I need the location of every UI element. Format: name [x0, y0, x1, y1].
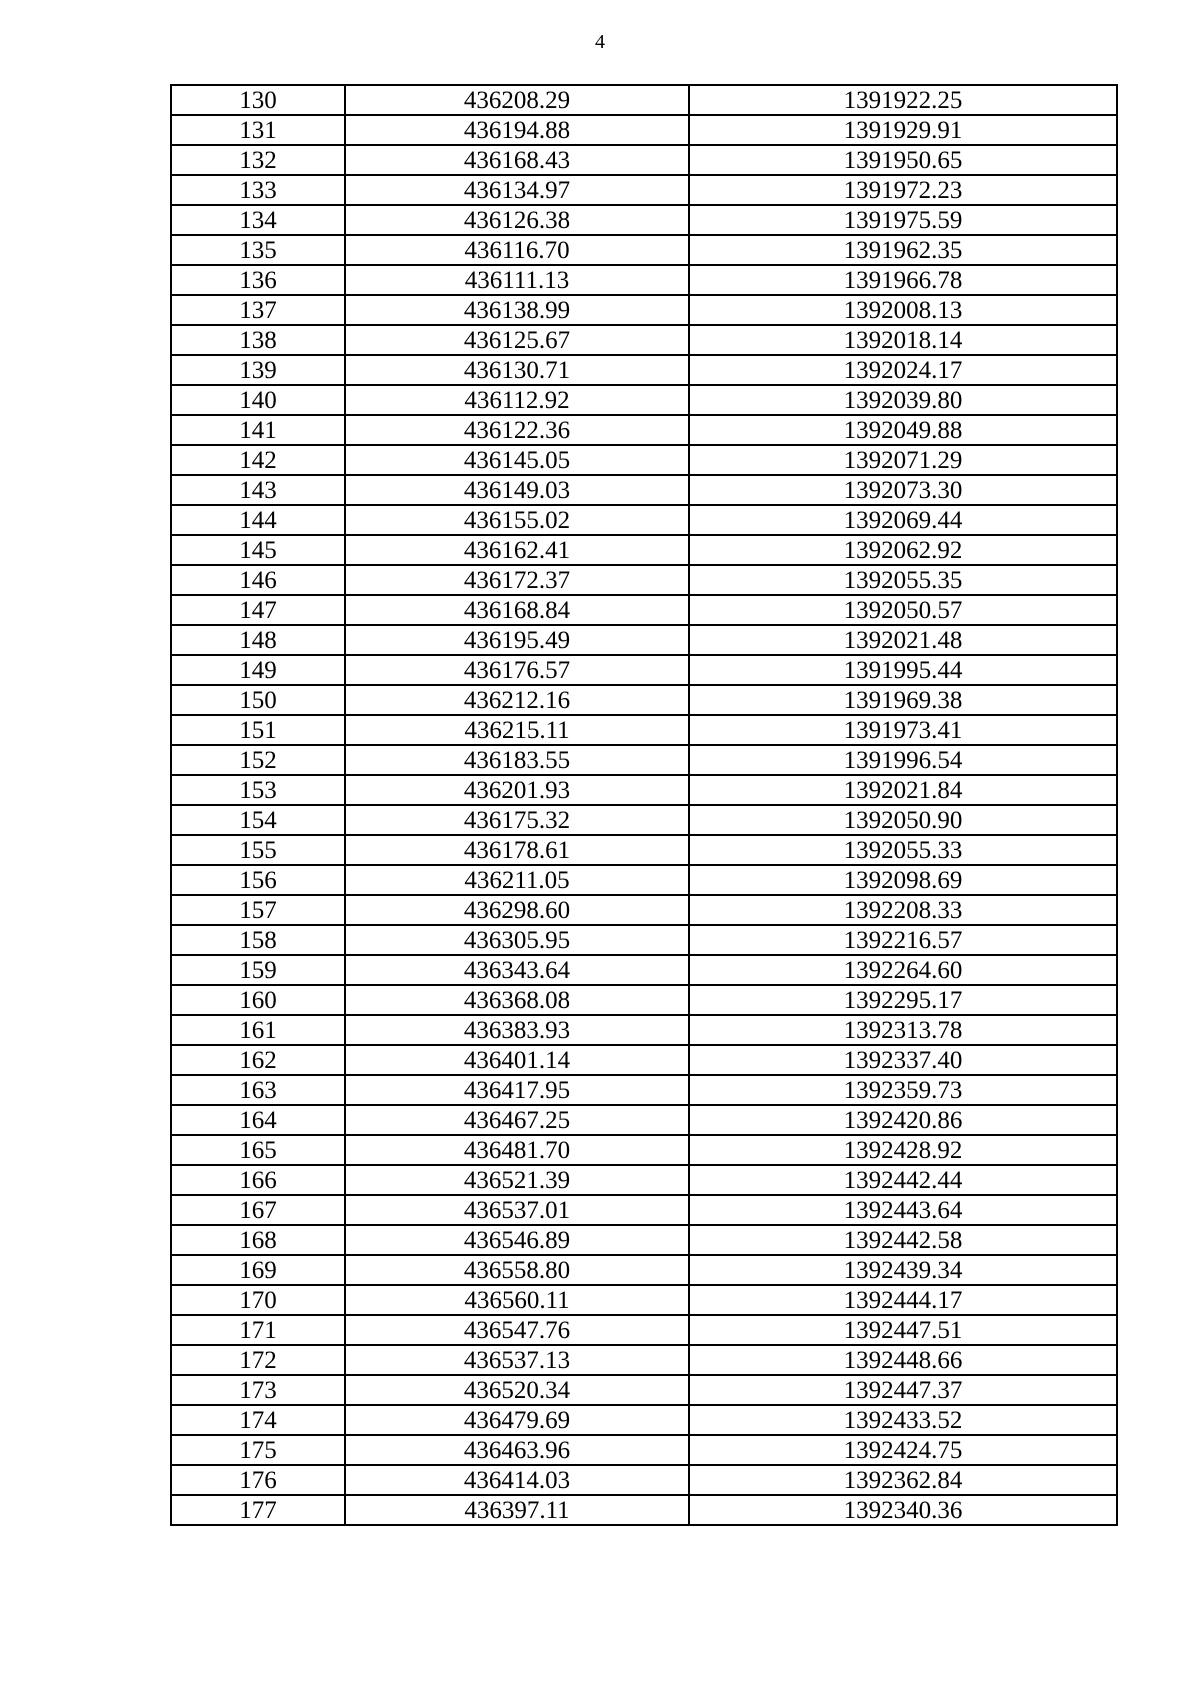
table-row [171, 1225, 1117, 1255]
table-row [171, 1105, 1117, 1135]
coordinate-table-body [171, 85, 1117, 1525]
x-coordinate-cell: 436175.32 [345, 805, 689, 835]
y-coordinate-cell: 1391969.38 [689, 685, 1117, 715]
point-number-cell: 136 [171, 265, 345, 295]
point-number-cell: 143 [171, 475, 345, 505]
table-row [171, 1345, 1117, 1375]
x-coordinate-cell: 436383.93 [345, 1015, 689, 1045]
x-coordinate-cell: 436126.38 [345, 205, 689, 235]
x-coordinate-cell: 436211.05 [345, 865, 689, 895]
point-number-cell: 148 [171, 625, 345, 655]
y-coordinate-cell: 1391929.91 [689, 115, 1117, 145]
page-number: 4 [595, 31, 605, 53]
y-coordinate-cell: 1392050.57 [689, 595, 1117, 625]
point-number-cell: 157 [171, 895, 345, 925]
x-coordinate-cell: 436414.03 [345, 1465, 689, 1495]
point-number-cell: 150 [171, 685, 345, 715]
x-coordinate-cell: 436149.03 [345, 475, 689, 505]
y-coordinate-cell: 1392295.17 [689, 985, 1117, 1015]
table-row [171, 355, 1117, 385]
point-number-cell: 170 [171, 1285, 345, 1315]
table-row [171, 205, 1117, 235]
x-coordinate-cell: 436116.70 [345, 235, 689, 265]
point-number-cell: 164 [171, 1105, 345, 1135]
x-coordinate-cell: 436168.43 [345, 145, 689, 175]
table-row [171, 475, 1117, 505]
y-coordinate-cell: 1392039.80 [689, 385, 1117, 415]
y-coordinate-cell: 1392216.57 [689, 925, 1117, 955]
x-coordinate-cell: 436547.76 [345, 1315, 689, 1345]
table-row [171, 1195, 1117, 1225]
point-number-cell: 133 [171, 175, 345, 205]
x-coordinate-cell: 436479.69 [345, 1405, 689, 1435]
table-row [171, 775, 1117, 805]
x-coordinate-cell: 436521.39 [345, 1165, 689, 1195]
y-coordinate-cell: 1391995.44 [689, 655, 1117, 685]
coordinate-table [170, 84, 1118, 1526]
table-row [171, 145, 1117, 175]
x-coordinate-cell: 436122.36 [345, 415, 689, 445]
point-number-cell: 140 [171, 385, 345, 415]
point-number-cell: 144 [171, 505, 345, 535]
point-number-cell: 158 [171, 925, 345, 955]
y-coordinate-cell: 1392359.73 [689, 1075, 1117, 1105]
y-coordinate-cell: 1392428.92 [689, 1135, 1117, 1165]
table-row [171, 955, 1117, 985]
point-number-cell: 168 [171, 1225, 345, 1255]
x-coordinate-cell: 436397.11 [345, 1495, 689, 1525]
y-coordinate-cell: 1391996.54 [689, 745, 1117, 775]
x-coordinate-cell: 436125.67 [345, 325, 689, 355]
x-coordinate-cell: 436520.34 [345, 1375, 689, 1405]
y-coordinate-cell: 1392098.69 [689, 865, 1117, 895]
table-row [171, 895, 1117, 925]
point-number-cell: 161 [171, 1015, 345, 1045]
y-coordinate-cell: 1392433.52 [689, 1405, 1117, 1435]
point-number-cell: 149 [171, 655, 345, 685]
table-row [171, 985, 1117, 1015]
point-number-cell: 169 [171, 1255, 345, 1285]
x-coordinate-cell: 436537.01 [345, 1195, 689, 1225]
table-row [171, 625, 1117, 655]
x-coordinate-cell: 436130.71 [345, 355, 689, 385]
x-coordinate-cell: 436305.95 [345, 925, 689, 955]
y-coordinate-cell: 1392021.84 [689, 775, 1117, 805]
table-row [171, 85, 1117, 115]
y-coordinate-cell: 1391975.59 [689, 205, 1117, 235]
table-row [171, 1075, 1117, 1105]
table-row [171, 745, 1117, 775]
table-row [171, 1165, 1117, 1195]
point-number-cell: 152 [171, 745, 345, 775]
y-coordinate-cell: 1392420.86 [689, 1105, 1117, 1135]
x-coordinate-cell: 436178.61 [345, 835, 689, 865]
x-coordinate-cell: 436201.93 [345, 775, 689, 805]
x-coordinate-cell: 436145.05 [345, 445, 689, 475]
y-coordinate-cell: 1391950.65 [689, 145, 1117, 175]
table-row [171, 1315, 1117, 1345]
y-coordinate-cell: 1391973.41 [689, 715, 1117, 745]
point-number-cell: 166 [171, 1165, 345, 1195]
table-row [171, 415, 1117, 445]
y-coordinate-cell: 1392069.44 [689, 505, 1117, 535]
x-coordinate-cell: 436162.41 [345, 535, 689, 565]
table-row [171, 295, 1117, 325]
x-coordinate-cell: 436194.88 [345, 115, 689, 145]
y-coordinate-cell: 1392340.36 [689, 1495, 1117, 1525]
table-row [171, 265, 1117, 295]
x-coordinate-cell: 436417.95 [345, 1075, 689, 1105]
point-number-cell: 177 [171, 1495, 345, 1525]
table-row [171, 1135, 1117, 1165]
point-number-cell: 175 [171, 1435, 345, 1465]
table-row [171, 445, 1117, 475]
x-coordinate-cell: 436546.89 [345, 1225, 689, 1255]
point-number-cell: 167 [171, 1195, 345, 1225]
point-number-cell: 135 [171, 235, 345, 265]
x-coordinate-cell: 436560.11 [345, 1285, 689, 1315]
y-coordinate-cell: 1392264.60 [689, 955, 1117, 985]
point-number-cell: 138 [171, 325, 345, 355]
y-coordinate-cell: 1392055.35 [689, 565, 1117, 595]
point-number-cell: 176 [171, 1465, 345, 1495]
table-row [171, 805, 1117, 835]
point-number-cell: 165 [171, 1135, 345, 1165]
table-row [171, 325, 1117, 355]
y-coordinate-cell: 1392024.17 [689, 355, 1117, 385]
x-coordinate-cell: 436481.70 [345, 1135, 689, 1165]
y-coordinate-cell: 1392443.64 [689, 1195, 1117, 1225]
y-coordinate-cell: 1392447.37 [689, 1375, 1117, 1405]
table-row [171, 385, 1117, 415]
table-row [171, 1465, 1117, 1495]
x-coordinate-cell: 436343.64 [345, 955, 689, 985]
y-coordinate-cell: 1392362.84 [689, 1465, 1117, 1495]
point-number-cell: 159 [171, 955, 345, 985]
y-coordinate-cell: 1392444.17 [689, 1285, 1117, 1315]
table-row [171, 925, 1117, 955]
y-coordinate-cell: 1392021.48 [689, 625, 1117, 655]
table-row [171, 1285, 1117, 1315]
point-number-cell: 132 [171, 145, 345, 175]
point-number-cell: 141 [171, 415, 345, 445]
y-coordinate-cell: 1392208.33 [689, 895, 1117, 925]
point-number-cell: 146 [171, 565, 345, 595]
y-coordinate-cell: 1392055.33 [689, 835, 1117, 865]
x-coordinate-cell: 436463.96 [345, 1435, 689, 1465]
y-coordinate-cell: 1391962.35 [689, 235, 1117, 265]
y-coordinate-cell: 1391966.78 [689, 265, 1117, 295]
table-row [171, 715, 1117, 745]
x-coordinate-cell: 436168.84 [345, 595, 689, 625]
point-number-cell: 145 [171, 535, 345, 565]
y-coordinate-cell: 1392337.40 [689, 1045, 1117, 1075]
x-coordinate-cell: 436138.99 [345, 295, 689, 325]
x-coordinate-cell: 436298.60 [345, 895, 689, 925]
table-row [171, 175, 1117, 205]
table-row [171, 1015, 1117, 1045]
table-row [171, 505, 1117, 535]
y-coordinate-cell: 1392439.34 [689, 1255, 1117, 1285]
y-coordinate-cell: 1392313.78 [689, 1015, 1117, 1045]
y-coordinate-cell: 1392442.44 [689, 1165, 1117, 1195]
table-row [171, 865, 1117, 895]
table-row [171, 1405, 1117, 1435]
x-coordinate-cell: 436112.92 [345, 385, 689, 415]
table-row [171, 655, 1117, 685]
x-coordinate-cell: 436208.29 [345, 85, 689, 115]
x-coordinate-cell: 436111.13 [345, 265, 689, 295]
table-row [171, 1495, 1117, 1525]
x-coordinate-cell: 436183.55 [345, 745, 689, 775]
y-coordinate-cell: 1392424.75 [689, 1435, 1117, 1465]
point-number-cell: 139 [171, 355, 345, 385]
point-number-cell: 130 [171, 85, 345, 115]
point-number-cell: 147 [171, 595, 345, 625]
x-coordinate-cell: 436558.80 [345, 1255, 689, 1285]
x-coordinate-cell: 436195.49 [345, 625, 689, 655]
y-coordinate-cell: 1391922.25 [689, 85, 1117, 115]
table-row [171, 1255, 1117, 1285]
table-row [171, 565, 1117, 595]
point-number-cell: 174 [171, 1405, 345, 1435]
y-coordinate-cell: 1392073.30 [689, 475, 1117, 505]
point-number-cell: 137 [171, 295, 345, 325]
point-number-cell: 155 [171, 835, 345, 865]
point-number-cell: 162 [171, 1045, 345, 1075]
y-coordinate-cell: 1392071.29 [689, 445, 1117, 475]
x-coordinate-cell: 436212.16 [345, 685, 689, 715]
table-row [171, 595, 1117, 625]
y-coordinate-cell: 1392050.90 [689, 805, 1117, 835]
table-row [171, 1435, 1117, 1465]
point-number-cell: 160 [171, 985, 345, 1015]
point-number-cell: 142 [171, 445, 345, 475]
table-row [171, 1045, 1117, 1075]
table-row [171, 235, 1117, 265]
point-number-cell: 173 [171, 1375, 345, 1405]
y-coordinate-cell: 1392062.92 [689, 535, 1117, 565]
x-coordinate-cell: 436215.11 [345, 715, 689, 745]
point-number-cell: 131 [171, 115, 345, 145]
x-coordinate-cell: 436537.13 [345, 1345, 689, 1375]
point-number-cell: 172 [171, 1345, 345, 1375]
table-row [171, 1375, 1117, 1405]
x-coordinate-cell: 436176.57 [345, 655, 689, 685]
y-coordinate-cell: 1392447.51 [689, 1315, 1117, 1345]
table-row [171, 115, 1117, 145]
point-number-cell: 156 [171, 865, 345, 895]
x-coordinate-cell: 436401.14 [345, 1045, 689, 1075]
point-number-cell: 171 [171, 1315, 345, 1345]
table-row [171, 535, 1117, 565]
table-row [171, 685, 1117, 715]
table-row [171, 835, 1117, 865]
point-number-cell: 163 [171, 1075, 345, 1105]
x-coordinate-cell: 436155.02 [345, 505, 689, 535]
point-number-cell: 154 [171, 805, 345, 835]
y-coordinate-cell: 1392442.58 [689, 1225, 1117, 1255]
y-coordinate-cell: 1392049.88 [689, 415, 1117, 445]
point-number-cell: 151 [171, 715, 345, 745]
x-coordinate-cell: 436134.97 [345, 175, 689, 205]
y-coordinate-cell: 1392448.66 [689, 1345, 1117, 1375]
y-coordinate-cell: 1392008.13 [689, 295, 1117, 325]
x-coordinate-cell: 436368.08 [345, 985, 689, 1015]
x-coordinate-cell: 436172.37 [345, 565, 689, 595]
x-coordinate-cell: 436467.25 [345, 1105, 689, 1135]
point-number-cell: 153 [171, 775, 345, 805]
y-coordinate-cell: 1391972.23 [689, 175, 1117, 205]
y-coordinate-cell: 1392018.14 [689, 325, 1117, 355]
point-number-cell: 134 [171, 205, 345, 235]
